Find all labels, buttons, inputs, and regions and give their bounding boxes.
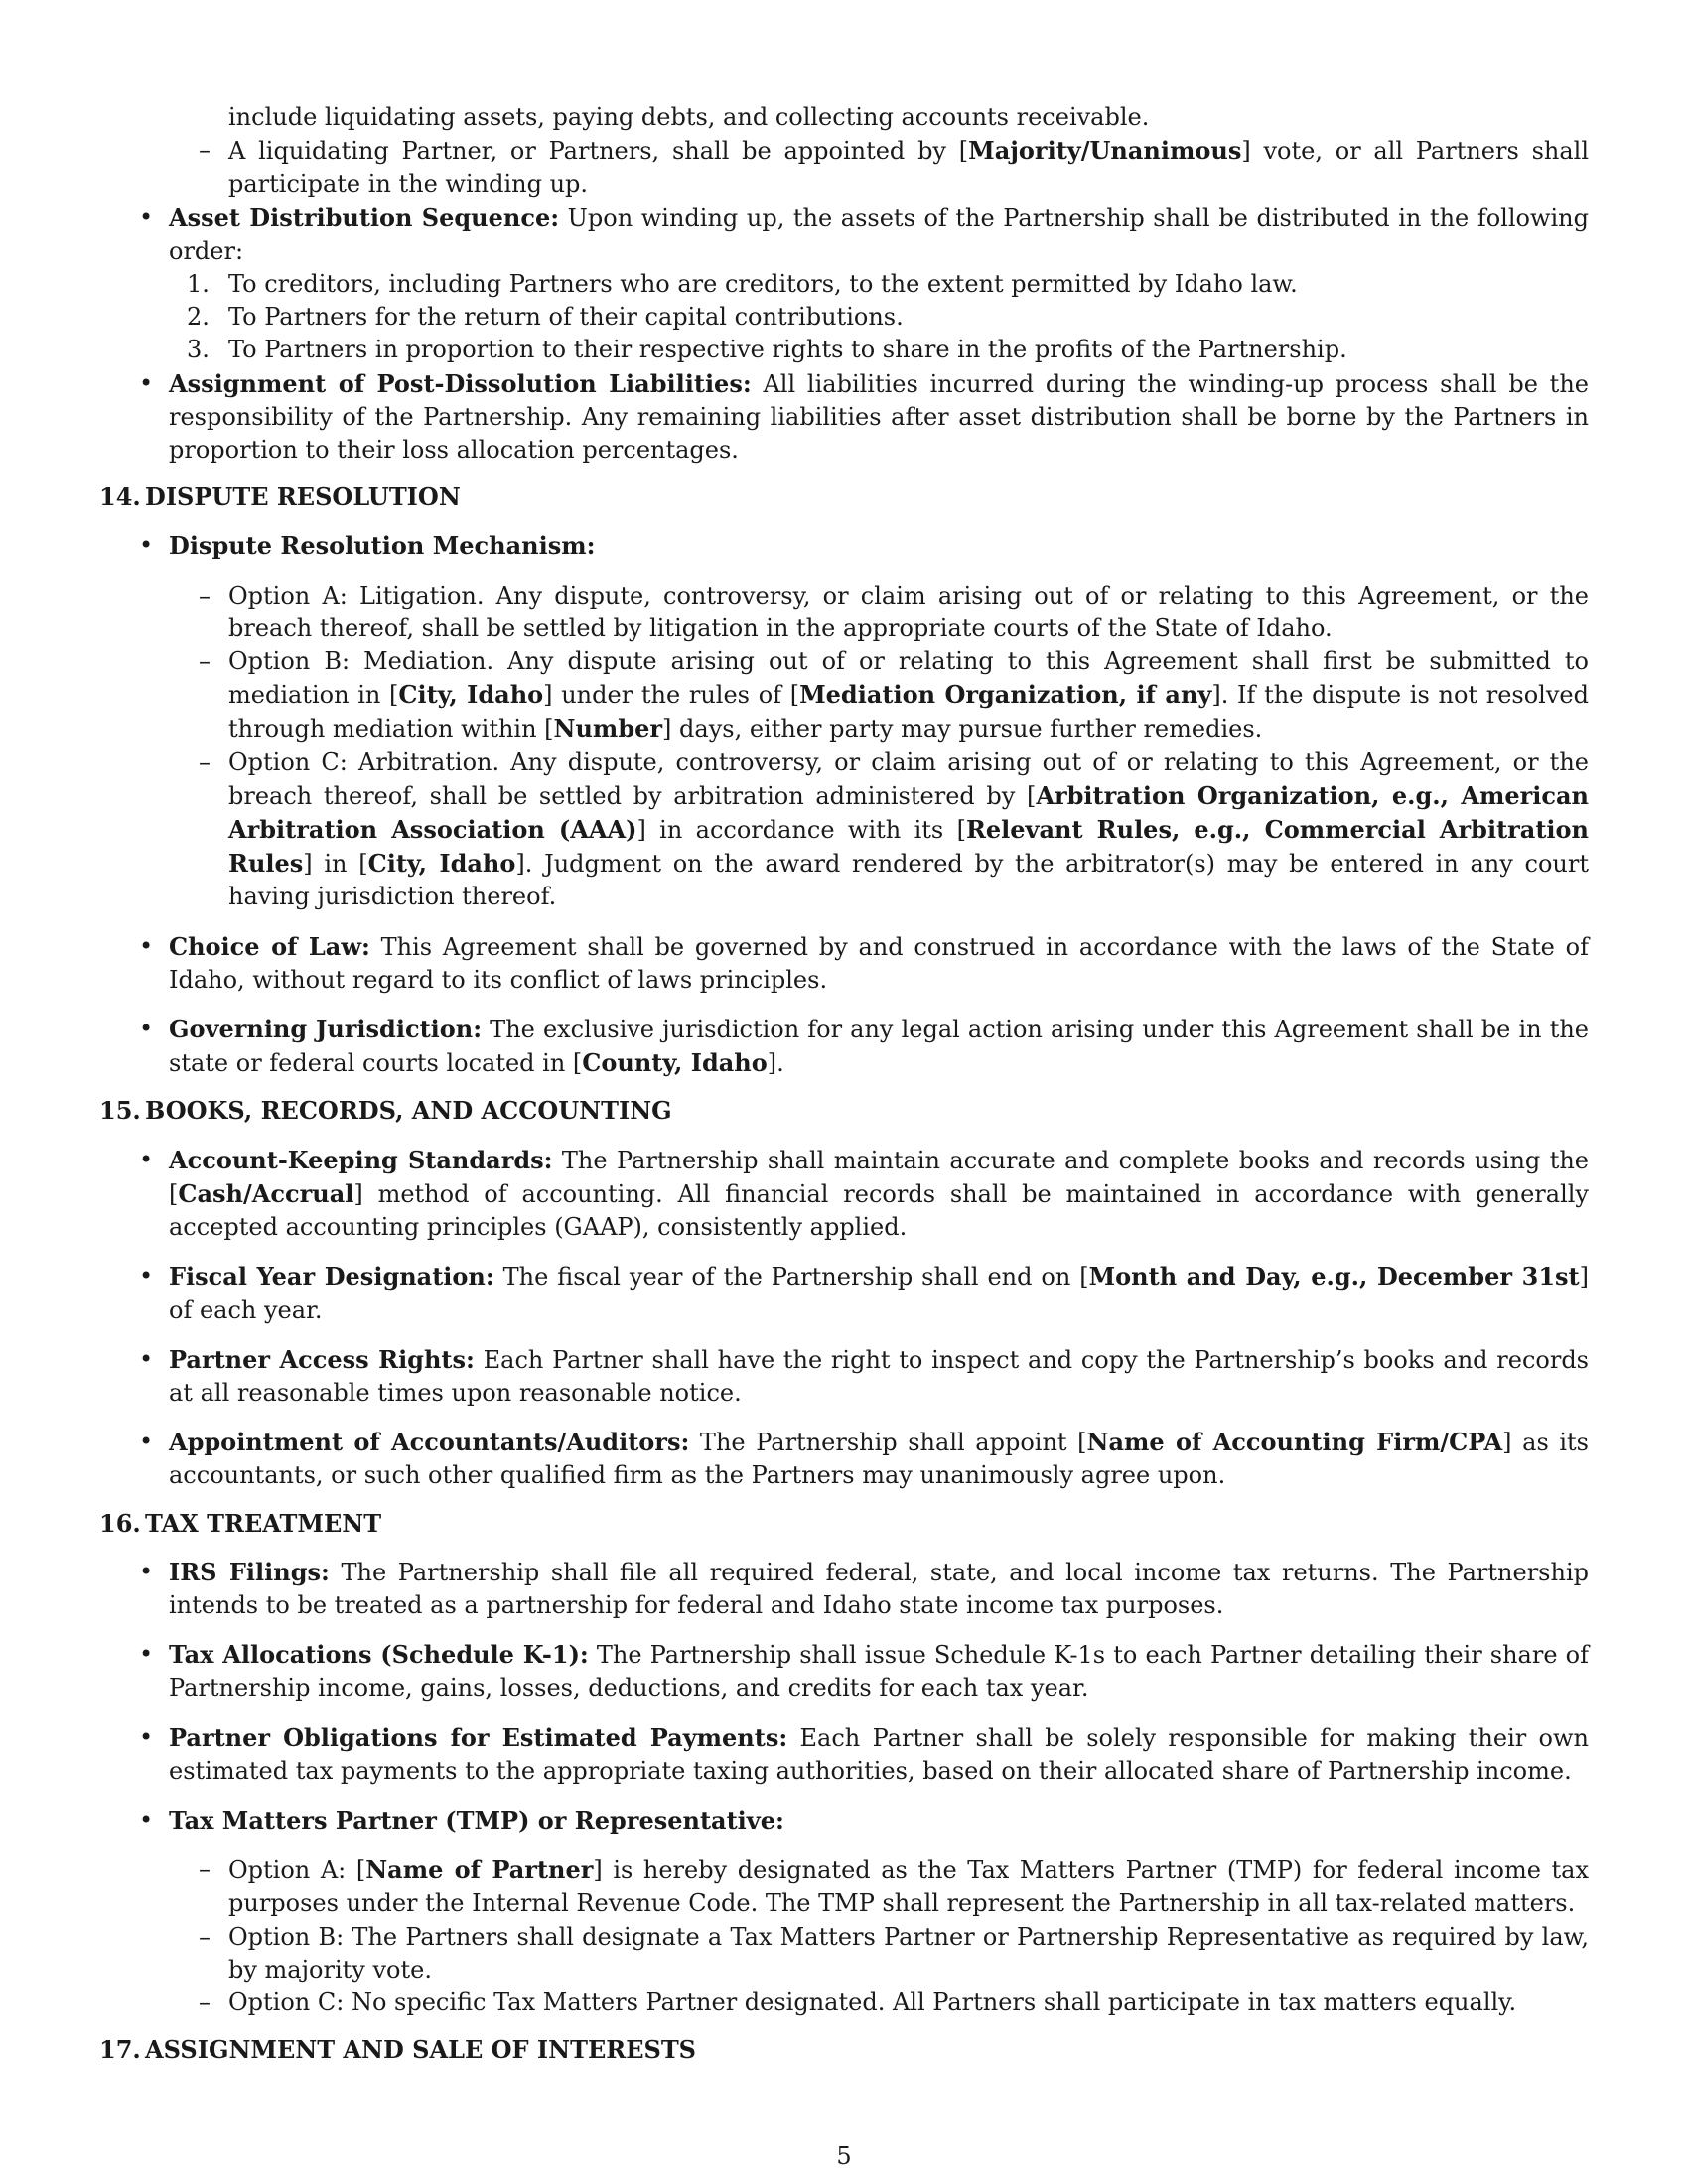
carry-text (99, 101, 1589, 134)
asset-distribution-item: • Asset Distribution Sequence: Upon winding up, the assets of the Partnership shall be distributed in the following order: (139, 203, 1589, 265)
accountants-item: • Appointment of Accountants/Auditors: The Partnership shall appoint [Name of Accounting Firm/CPA] as its accountants, or such other qualified firm as the Partners may unanimously agree upon. (139, 1428, 1590, 1490)
tmp-option-b: – Option B: The Partners shall designate a Tax Matters Partner or Partnership Representative as required by law, by majority vote. (199, 1922, 1589, 1983)
k1-label: Tax Allocations (Schedule K-1): (169, 1640, 589, 1670)
document-body (99, 101, 1589, 2082)
liquidating-partner-item: – A liquidating Partner, or Partners, shall be appointed by [Majority/Unanimous] vote, or all Partners shall participate in the winding up. (199, 136, 1589, 199)
section-14-heading: 14. DISPUTE RESOLUTION (99, 482, 461, 512)
k1-item: • Tax Allocations (Schedule K-1): The Partnership shall issue Schedule K-1s to each Partner detailing their share of Partnership income, gains, losses, deductions, and credits for each tax year. (139, 1640, 1589, 1703)
accountants-label: Appointment of Accountants/Auditors: (169, 1428, 690, 1457)
dispute-option-a: – Option A: Litigation. Any dispute, controversy, or claim arising out of or relating to this Agreement, or the breach thereof, shall be settled by litigation in the appropriate courts of the State of Idaho. (199, 581, 1589, 642)
estimated-payments-item: • Partner Obligations for Estimated Payments: Each Partner shall be solely responsible for making their own estimated tax payments to the appropriate taxing authorities, based on their allocated share of Partnership income. (139, 1722, 1589, 1785)
bullet-marker: • (139, 531, 154, 560)
governing-jurisdiction-item: • Governing Jurisdiction: The exclusive jurisdiction for any legal action arising under this Agreement shall be in the state or federal courts located in [County, Idaho]. (139, 1015, 1589, 1078)
post-dissolution-item: • Assignment of Post-Dissolution Liabilities: All liabilities incurred during the winding-up process shall be the responsibility of the Partnership. Any remaining liabilities after asset distribution shall be borne by the Partners in proportion to their loss allocation percentages. (139, 368, 1589, 465)
section-15-heading: 15. BOOKS, RECORDS, AND ACCOUNTING (99, 1096, 672, 1126)
choice-of-law-item: • Choice of Law: This Agreement shall be governed by and construed in accordance with the laws of the State of Idaho, without regard to its conflict of laws principles. (139, 931, 1589, 994)
account-keeping-item: • Account-Keeping Standards: The Partnership shall maintain accurate and complete books and records using the [Cash/Accrual] method of accounting. All financial records shall be maintained in accordance with generally accepted accounting principles (GAAP), consistently applied. (139, 1145, 1590, 1242)
asset-distribution-label: Asset Distribution Sequence: (169, 203, 560, 232)
carry-line: include liquidating assets, paying debts, and collecting accounts receivable. (228, 103, 1150, 131)
section-16-heading: 16. TAX TREATMENT (99, 1508, 382, 1538)
tmp-label: Tax Matters Partner (TMP) or Representative: (169, 1805, 784, 1835)
estimated-payments-label: Partner Obligations for Estimated Payments: (169, 1722, 788, 1752)
asset-list-item-2: 2. To Partners for the return of their capital contributions. (187, 303, 904, 332)
dash-marker: – (199, 136, 211, 165)
tmp-option-a: – Option A: [Name of Partner] is hereby designated as the Tax Matters Partner (TMP) for federal income tax purposes under the Internal Revenue Code. The TMP shall represent the Partnership in all tax-related matters. (199, 1855, 1589, 1918)
asset-list-item-1: 1. To creditors, including Partners who are creditors, to the extent permitted by Idaho law. (187, 270, 1298, 299)
bullet-marker: • (139, 368, 154, 397)
dispute-option-b: – Option B: Mediation. Any dispute arising out of or relating to this Agreement shall first be submitted to mediation in [City, Idaho] under the rules of [Mediation Organization, if any]. If the dispute is not resolved through mediation within [Number] days, either party may pursue further remedies. (199, 647, 1589, 744)
dispute-mechanism-label: Dispute Resolution Mechanism: (169, 531, 596, 561)
bullet-marker: • (139, 203, 154, 231)
asset-list-item-3: 3. To Partners in proportion to their respective rights to share in the profits of the Partnership. (187, 336, 1347, 364)
irs-filings-item: • IRS Filings: The Partnership shall file all required federal, state, and local income tax returns. The Partnership intends to be treated as a partnership for federal and Idaho state income tax purposes. (139, 1557, 1589, 1619)
irs-filings-label: IRS Filings: (169, 1557, 330, 1586)
account-keeping-label: Account-Keeping Standards: (169, 1145, 553, 1174)
dispute-mechanism-item (99, 529, 1589, 563)
placeholder-majority: Majority/Unanimous (968, 136, 1242, 166)
dispute-option-c: – Option C: Arbitration. Any dispute, controversy, or claim arising out of or relating to this Agreement, or the breach thereof, shall be settled by arbitration administered by [Arbitration Organization, e.g., American Arbitration Association (AAA)] in accordance with its [Relevant Rules, e.g., Commercial Arbitration Rules] in [City, Idaho]. Judgment on the award rendered by the arbitrator(s) may be entered in any court having jurisdiction thereof. (199, 748, 1590, 911)
fiscal-year-label: Fiscal Year Designation: (169, 1262, 494, 1292)
fiscal-year-item: • Fiscal Year Designation: The fiscal year of the Partnership shall end on [Month and Day, e.g., December 31st] of each year. (139, 1262, 1590, 1324)
tmp-option-c: – Option C: No specific Tax Matters Partner designated. All Partners shall participate in tax matters equally. (199, 1987, 1517, 2016)
partner-access-label: Partner Access Rights: (169, 1344, 475, 1374)
governing-jurisdiction-label: Governing Jurisdiction: (169, 1015, 483, 1044)
page-number: 5 (836, 2142, 852, 2170)
section-17-heading: 17. ASSIGNMENT AND SALE OF INTERESTS (99, 2035, 697, 2065)
tmp-item: • Tax Matters Partner (TMP) or Representative: (139, 1805, 784, 1835)
post-dissolution-label: Assignment of Post-Dissolution Liabilities: (169, 368, 752, 398)
choice-of-law-label: Choice of Law: (169, 931, 370, 961)
partner-access-item: • Partner Access Rights: Each Partner shall have the right to inspect and copy the Partnership’s books and records at all reasonable times upon reasonable notice. (139, 1344, 1589, 1407)
